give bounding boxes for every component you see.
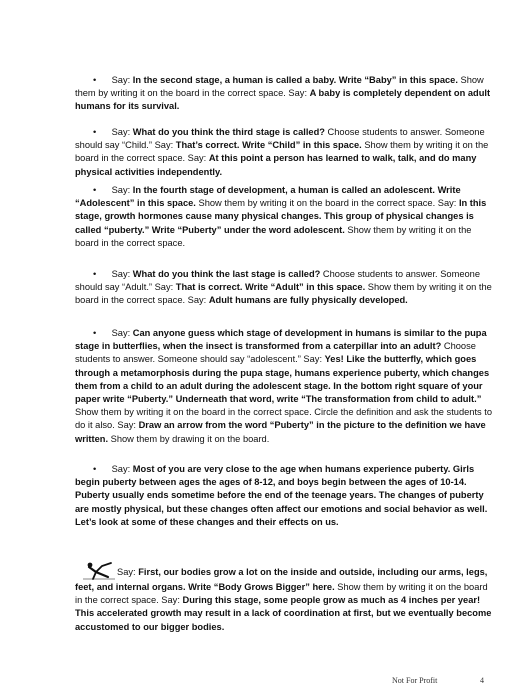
bullet: • (93, 127, 97, 137)
paragraph-text: Say: What do you think the third stage is called? Choose students to answer. Someone should say “Child.” Say: That’s correct. Write “Child” in this space. Show them by writing it on the board in the correct space. Say: At this point a person has learned to walk, talk, and do many physical activities independently. (75, 127, 489, 177)
paragraph-text: Say: Can anyone guess which stage of development in humans is similar to the pupa stage in butterflies, when the insect is transformed from a caterpillar into an adult? Choose students to answer. Someone should say “adolescent.” Say: Yes! Like the butterfly, which goes through a metamorphosis during the pupa stage, humans experience puberty, which changes them from a child to an adult during the adolescent stage. In the bottom right square of your paper write “Puberty.” Underneath that word, write “The transformation from child to adult.” Show them by writing it on the board in the correct space. Circle the definition and ask the students to do it also. Say: Draw an arrow from the word “Puberty” in the picture to the definition we have written. Show them by drawing it on the board. (75, 328, 493, 444)
paragraph-puberty-pupa (75, 327, 493, 446)
bullet: • (93, 269, 97, 279)
paragraph-text: Say: First, our bodies grow a lot on the inside and outside, including our arms, legs, feet, and internal organs. Write “Body Grows Bigger” here. Show them by writing it on the board in the correct space. Say: During this stage, some people grow as much as 4 inches per year! This accelerated growth may result in a lack of coordination at first, but we eventually become accustomed to our bigger bodies. (75, 567, 492, 632)
bullet: • (93, 75, 97, 85)
paragraph-text: Say: In the second stage, a human is called a baby. Write “Baby” in this space. Show them by writing it on the board in the correct space. Say: A baby is completely dependent on adult humans for its survival. (75, 75, 491, 112)
stretching-figure-icon (81, 561, 117, 581)
paragraph-text: Say: Most of you are very close to the age when humans experience puberty. Girls begin puberty between ages the ages of 8-12, and boys begin between the ages of 10-14. Puberty usually ends sometime before the end of the teenage years. The changes of puberty are mostly physical, but these changes often affect our emotions and social behavior as well. Let’s look at some of these changes and their effects on us. (75, 464, 488, 527)
paragraph-body-grows (75, 561, 493, 634)
paragraph-text: Say: In the fourth stage of development, a human is called an adolescent. Write “Adolescent” in this space. Show them by writing it on the board in the correct space. Say: In this stage, growth hormones cause many physical changes. This group of physical changes is called “puberty.” Write “Puberty” under the word adolescent. Show them by writing it on the board in the correct space. (75, 185, 487, 248)
bullet: • (93, 185, 97, 195)
bullet: • (93, 328, 97, 338)
paragraph-baby-stage (75, 74, 493, 114)
page-footer (392, 676, 502, 685)
page-number: 4 (480, 676, 484, 685)
paragraph-adolescent-stage (75, 184, 493, 250)
footer-text: Not For Profit (392, 676, 438, 685)
paragraph-adult-stage (75, 268, 493, 308)
bullet: • (93, 464, 97, 474)
paragraph-puberty-ages (75, 463, 493, 529)
paragraph-text: Say: What do you think the last stage is called? Choose students to answer. Someone should say “Adult.” Say: That is correct. Write “Adult” in this space. Show them by writing it on the board in the correct space. Say: Adult humans are fully physically developed. (75, 269, 492, 306)
paragraph-child-stage (75, 126, 493, 179)
